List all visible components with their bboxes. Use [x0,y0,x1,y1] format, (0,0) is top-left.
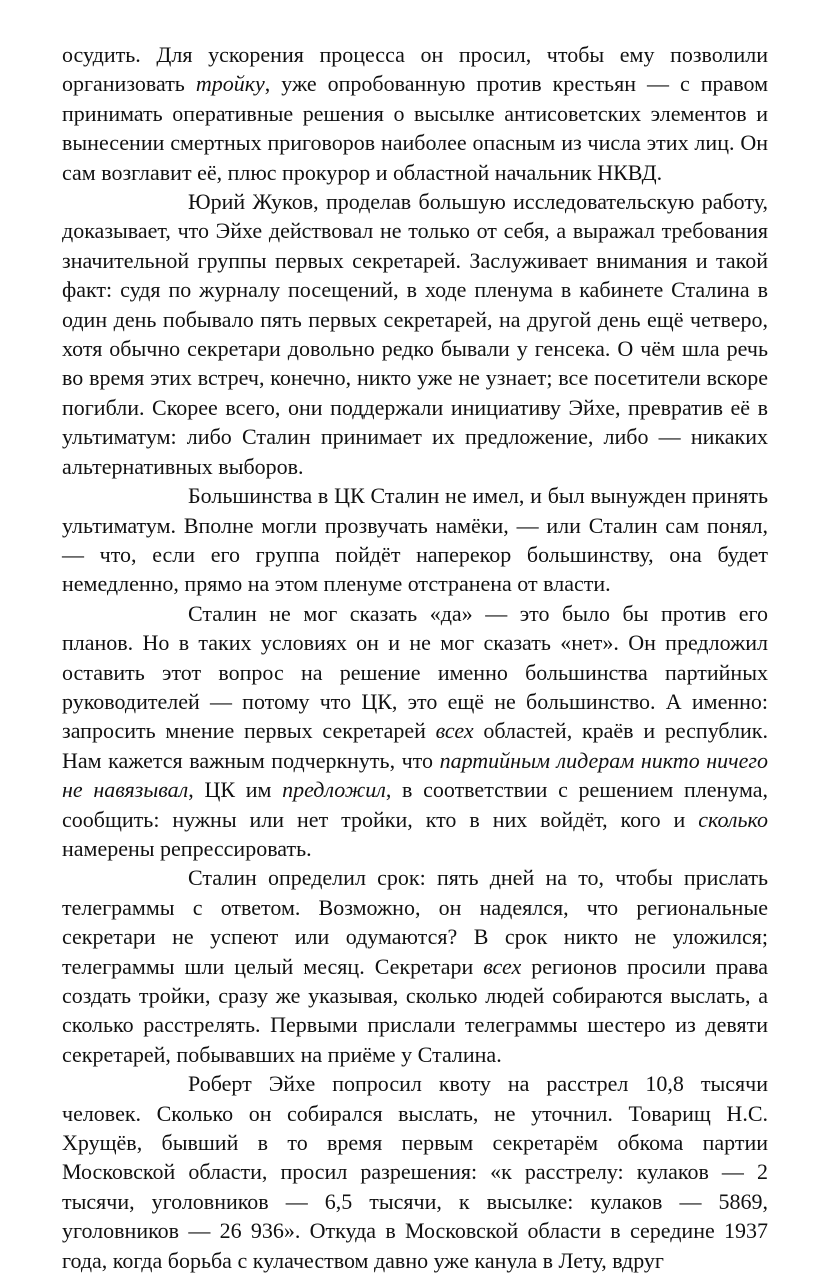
paragraph-3 [62,481,768,599]
paragraph-text: , ЦК им [188,777,283,803]
paragraph-text: регионов просили права создать тройки, сразу же указывая, сколько людей собираются выслать, а сколько расстрелять. Первыми прислали телеграммы шестеро из девяти секретарей, побывавших на приёме у Сталина. [62,953,768,1067]
paragraph-text: , в соответствии с решением пленума, сообщить: нужны или нет тройки, кто в них войдёт, кого и [62,777,768,832]
paragraph-text: Юрий Жуков, проделав большую исследовательскую работу, доказывает, что Эйхе действовал не только от себя, а выражал требования значительной группы первых секретарей. Заслуживает внимания и такой факт: судя по журналу посещений, в ходе пленума в кабинете Сталина в один день побывало пять первых секретарей, на другой день ещё четверо, хотя обычно секретари довольно редко бывали у генсека. О чём шла речь во время этих встреч, конечно, никто уже не узнает; все посетители вскоре погибли. Скорее всего, они поддержали инициативу Эйхе, превратив её в ультиматум: либо Сталин принимает их предложение, либо — никаких альтернативных выборов. [62,189,768,479]
paragraph-text: , уже опробованную против крестьян — с правом принимать оперативные решения о высылке антисоветских элементов и вынесении смертных приговоров наиболее опасным из числа этих лиц. Он сам возглавит её, плюс прокурор и областной начальник НКВД. [62,71,768,185]
paragraph-4 [62,599,768,864]
emphasized-text: сколько [698,806,768,832]
paragraph-text: намерены репрессировать. [62,835,312,861]
paragraph-text: Большинства в ЦК Сталин не имел, и был вынужден принять ультиматум. Вполне могли прозвучать намёки, — или Сталин сам понял, — что, если его группа пойдёт наперекор большинству, она будет немедленно, прямо на этом пленуме отстранена от власти. [62,483,768,597]
paragraph-5 [62,863,768,1069]
paragraph-text: областей, краёв и республик. Нам кажется важным подчеркнуть, что [62,718,768,773]
document-page [62,40,768,1275]
emphasized-text: предложил [282,777,386,803]
emphasized-text: всех [483,953,522,979]
paragraph-text: Роберт Эйхе попросил квоту на расстрел 10,8 тысячи человек. Сколько он собирался выслать, не уточнил. Товарищ Н.С. Хрущёв, бывший в то время первым секретарём обкома партии Московской области, просил разрешения: «к расстрелу: кулаков — 2 тысячи, уголовников — 6,5 тысячи, к высылке: кулаков — 5869, уголовников — 26 936». Откуда в Московской области в середине 1937 года, когда борьба с кулачеством давно уже канула в Лету, вдруг [62,1071,768,1273]
paragraph-text: Сталин не мог сказать «да» — это было бы против его планов. Но в таких условиях он и не мог сказать «нет». Он предложил оставить этот вопрос на решение именно большинства партийных руководителей — потому что ЦК, это ещё не большинство. А именно: запросить мнение первых секретарей [62,600,768,744]
paragraph-text: осудить. Для ускорения процесса он просил, чтобы ему позволили организовать [62,42,768,97]
paragraph-text: Сталин определил срок: пять дней на то, чтобы прислать телеграммы с ответом. Возможно, он надеялся, что региональные секретари не успеют или одумаются? В срок никто не уложился; телеграммы шли целый месяц. Секретари [62,865,768,979]
paragraph-1 [62,40,768,187]
emphasized-text: всех [435,718,474,744]
paragraph-6 [62,1069,768,1275]
emphasized-text: партийным лидерам никто ничего не навязывал [62,747,768,803]
paragraph-2 [62,187,768,481]
emphasized-text: тройку [195,71,265,97]
